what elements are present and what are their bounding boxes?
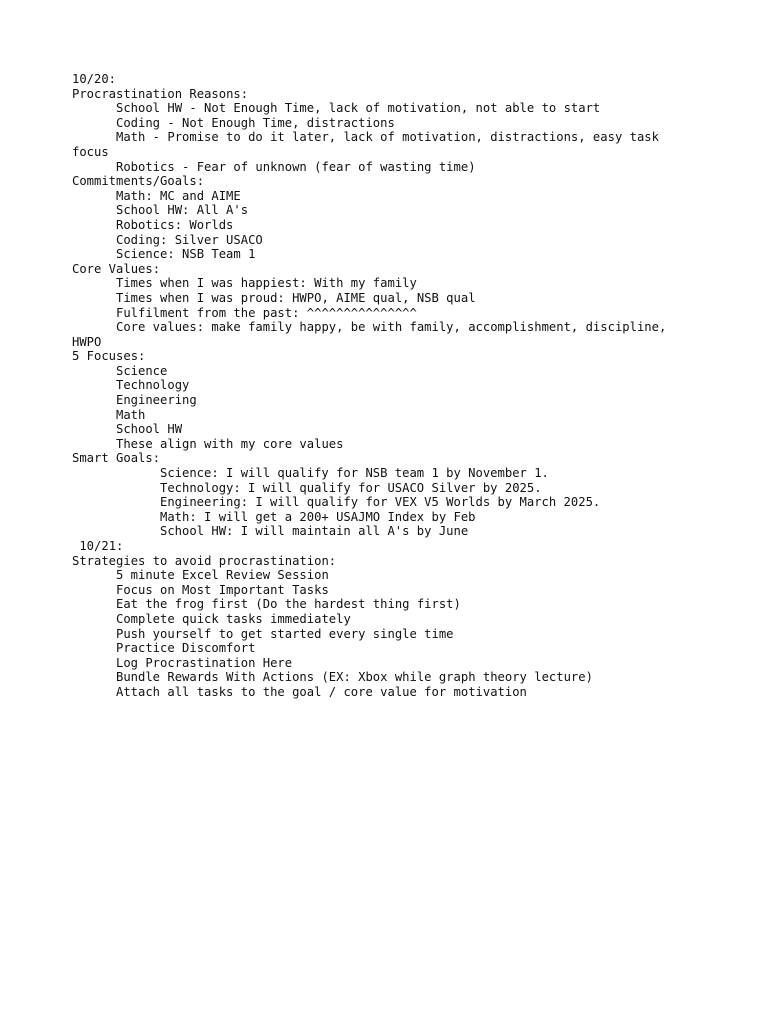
- document-line: [72, 437, 692, 452]
- document-line-text: Times when I was happiest: With my family: [116, 276, 417, 291]
- document-line: [72, 364, 692, 379]
- document-line: [72, 670, 692, 685]
- document-line-text: 5 minute Excel Review Session: [116, 568, 329, 583]
- document-line-text: Commitments/Goals:: [72, 174, 205, 189]
- document-line-text: Engineering: [116, 393, 197, 408]
- document-line: [72, 568, 692, 583]
- document-line: [72, 174, 692, 189]
- document-line-text: Coding - Not Enough Time, distractions: [116, 115, 395, 130]
- document-line-text: Math: I will get a 200+ USAJMO Index by Feb: [160, 509, 476, 524]
- document-line: [72, 72, 692, 87]
- document-line-text: Technology: I will qualify for USACO Silver by 2025.: [160, 480, 542, 495]
- document-line: [72, 349, 692, 364]
- document-line: [72, 189, 692, 204]
- document-line-text: Attach all tasks to the goal / core value for motivation: [116, 684, 527, 699]
- document-line-text: Strategies to avoid procrastination:: [72, 553, 337, 568]
- document-line-text: Practice Discomfort: [116, 641, 256, 656]
- document-line: [72, 233, 692, 248]
- document-line-text: Eat the frog first (Do the hardest thing first): [116, 597, 461, 612]
- document-line-text: Engineering: I will qualify for VEX V5 Worlds by March 2025.: [160, 495, 601, 510]
- document-line: [72, 320, 692, 349]
- document-line: [72, 466, 692, 481]
- document-line: [72, 276, 692, 291]
- document-line-text: Technology: [116, 378, 190, 393]
- document-line-text: 10/21:: [72, 539, 124, 553]
- document-line: [72, 583, 692, 598]
- document-line-text: School HW: I will maintain all A's by June: [160, 524, 469, 539]
- document-body: [72, 72, 692, 700]
- document-line: [72, 481, 692, 496]
- document-line: [72, 612, 692, 627]
- document-line: [72, 656, 692, 671]
- document-line: [72, 262, 692, 277]
- document-line-text: Science: I will qualify for NSB team 1 by November 1.: [160, 466, 549, 481]
- document-line: [72, 627, 692, 642]
- document-line-text: Math: MC and AIME: [116, 188, 241, 203]
- document-line: [72, 160, 692, 175]
- document-line-text: 5 Focuses:: [72, 349, 146, 364]
- document-line: [72, 451, 692, 466]
- document-line: [72, 539, 692, 554]
- document-line: [72, 101, 692, 116]
- document-line-text: Fulfilment from the past: ^^^^^^^^^^^^^^^: [116, 305, 417, 320]
- document-line: [72, 597, 692, 612]
- document-line: [72, 87, 692, 102]
- document-line: [72, 393, 692, 408]
- document-line-text: Complete quick tasks immediately: [116, 611, 351, 626]
- document-line-text: Science: [116, 363, 168, 378]
- document-line-text: Coding: Silver USACO: [116, 232, 263, 247]
- document-line: [72, 510, 692, 525]
- document-line-text: Times when I was proud: HWPO, AIME qual, NSB qual: [116, 290, 476, 305]
- document-line-text: These align with my core values: [116, 436, 344, 451]
- document-line-text: Smart Goals:: [72, 451, 161, 466]
- document-line: [72, 422, 692, 437]
- document-line: [72, 130, 692, 159]
- document-line: [72, 247, 692, 262]
- document-line: [72, 685, 692, 700]
- document-line-text: Focus on Most Important Tasks: [116, 582, 329, 597]
- document-line-text: Log Procrastination Here: [116, 655, 293, 670]
- document-line-text: School HW: All A's: [116, 203, 249, 218]
- document-line: [72, 378, 692, 393]
- document-line: [72, 408, 692, 423]
- document-line-text: Core Values:: [72, 261, 161, 276]
- document-line: [72, 116, 692, 131]
- document-line-text: Procrastination Reasons:: [72, 86, 249, 101]
- document-line: [72, 291, 692, 306]
- document-line-text: 10/20:: [72, 72, 117, 86]
- document-line: [72, 306, 692, 321]
- document-line-text: Robotics: Worlds: [116, 217, 234, 232]
- document-line: [72, 641, 692, 656]
- document-line: [72, 495, 692, 510]
- document-line-text: Science: NSB Team 1: [116, 247, 256, 262]
- document-line-text: School HW: [116, 422, 183, 437]
- document-line-text: Robotics - Fear of unknown (fear of wasting time): [116, 159, 476, 174]
- document-line-text: Core values: make family happy, be with family, accomplishment, discipline, HWPO: [72, 320, 674, 349]
- document-line-text: Math: [116, 407, 146, 422]
- document-line-text: Push yourself to get started every single time: [116, 626, 454, 641]
- document-line: [72, 203, 692, 218]
- document-line: [72, 554, 692, 569]
- document-line: [72, 524, 692, 539]
- document-line: [72, 218, 692, 233]
- document-line-text: School HW - Not Enough Time, lack of motivation, not able to start: [116, 101, 601, 116]
- document-line-text: Bundle Rewards With Actions (EX: Xbox while graph theory lecture): [116, 670, 593, 685]
- document-line-text: Math - Promise to do it later, lack of motivation, distractions, easy task focus: [72, 130, 667, 159]
